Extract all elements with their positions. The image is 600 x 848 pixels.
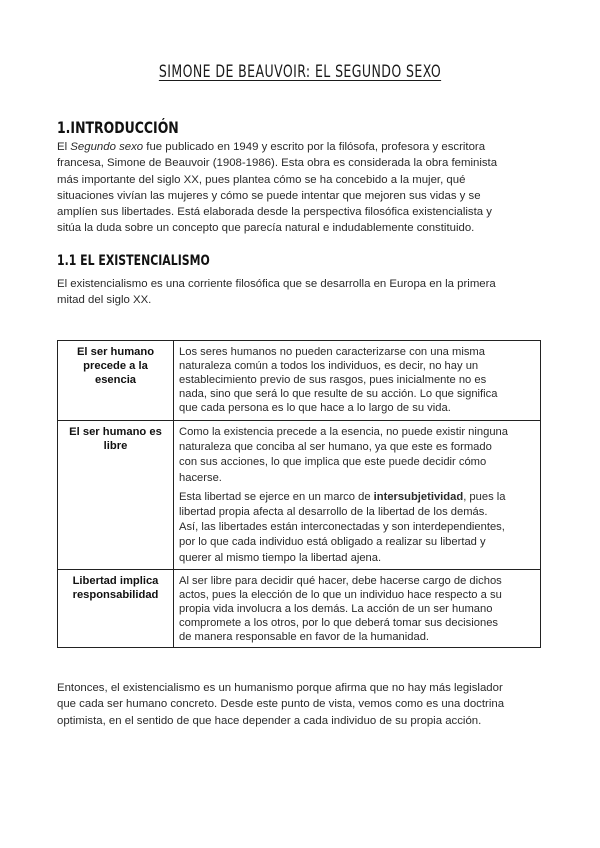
table-row-label: El ser humano es libre <box>58 421 174 570</box>
concepts-table <box>57 340 541 648</box>
existencialismo-paragraph: El existencialismo es una corriente filosófica que se desarrolla en Europa en la primera mitad del siglo XX. <box>57 278 496 307</box>
intersubjetividad-term: intersubjetividad <box>373 490 464 503</box>
table-row <box>58 569 541 647</box>
table-row-label: Libertad implica responsabilidad <box>58 569 174 647</box>
table-row-text: Al ser libre para decidir qué hacer, debe hacerse cargo de dichos actos, pues la elección de lo que un individuo hace respecto a su propia vida involucra a los demás. La acción de un ser humano compromete a los otros, por lo que deberá tomar sus decisiones de manera responsable en favor de la humanidad. <box>174 569 541 647</box>
page-title: SIMONE DE BEAUVOIR: EL SEGUNDO SEXO <box>158 62 442 82</box>
book-title-italic: Segundo sexo <box>70 141 144 153</box>
table-row <box>58 421 541 570</box>
section-heading-existencialismo: 1.1 EL EXISTENCIALISMO <box>57 253 210 269</box>
table-row-label: El ser humano precede a la esencia <box>58 341 174 421</box>
table-row-text: Los seres humanos no pueden caracterizarse con una misma naturaleza común a todos los individuos, es decir, no hay un establecimiento previo de sus rasgos, pues inicialmente no es nada, sino que será lo que resulte de su acción. Lo que significa que cada persona es lo que hace a lo largo de su vida. <box>174 341 541 421</box>
conclusion-paragraph: Entonces, el existencialismo es un humanismo porque afirma que no hay más legislador que cada ser humano concreto. Desde este punto de vista, vemos como es una doctrina optimista, en el sentido de que hace depender a cada individuo de su propia acción. <box>57 682 505 727</box>
section-heading-introduccion: 1.INTRODUCCIÓN <box>57 118 179 137</box>
table-row <box>58 341 541 421</box>
intro-paragraph: El Segundo sexo fue publicado en 1949 y escrito por la filósofa, profesora y escritora francesa, Simone de Beauvoir (1908-1986). Esta obra es considerada la obra feminista más importante del siglo XX, pues plantea cómo se ha concebido a la mujer, qué situaciones vivían las mujeres y cómo se puede intentar que mejoren sus vidas y se amplíen sus libertades. Está elaborada desde la perspectiva filosófica existencialista y sitúa la duda sobre un concepto que parecía natural e indudablemente constituido. <box>57 141 498 235</box>
table-row-text: Como la existencia precede a la esencia, no puede existir ninguna naturaleza que conciba al ser humano, ya que este es formado con sus acciones, lo que implica que este puede decidir cómo hacerse. Esta libertad se ejerce en un marco de intersubjetividad, pues la libertad propia afecta al desarrollo de la libertad de los demás. Así, las libertades están interconectadas y son interdependientes, por lo que cada individuo está obligado a realizar su libertad y querer al mismo tiempo la libertad ajena. <box>174 421 541 570</box>
